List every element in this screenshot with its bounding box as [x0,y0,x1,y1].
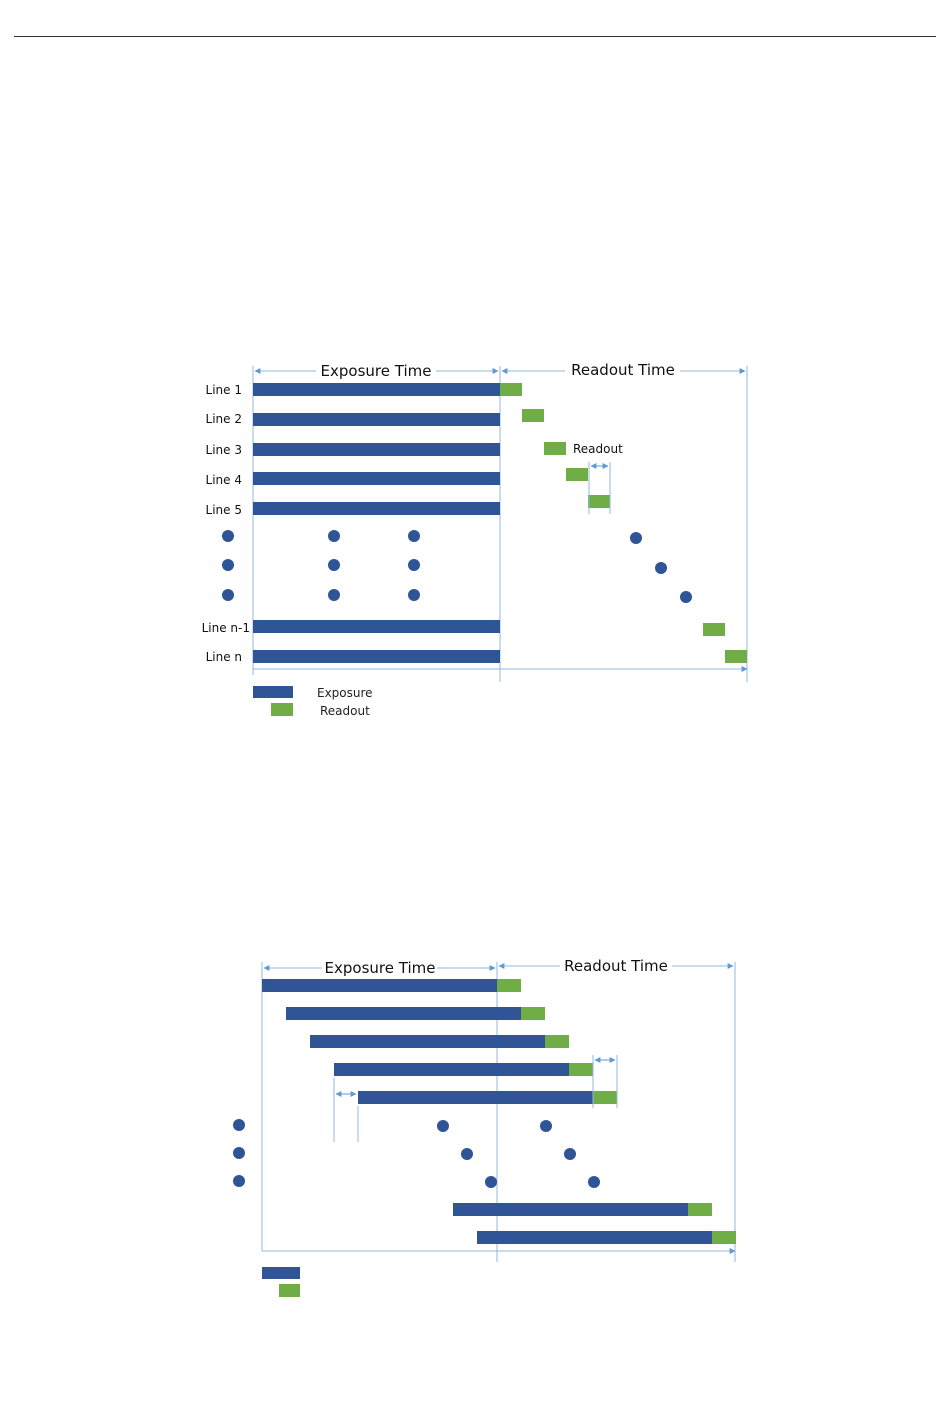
dot [408,559,420,571]
exposure-bar [253,502,500,515]
readout-time-label: Readout Time [564,957,668,975]
readout-bar [725,650,747,663]
readout-time-label: Readout Time [571,361,675,379]
exposure-time-label: Exposure Time [324,959,436,977]
readout-annotation: Readout [573,442,623,456]
dot [588,1176,600,1188]
exposure-bar [358,1091,593,1104]
exposure-bar [286,1007,521,1020]
continuation-dots [233,1119,600,1188]
line-label: Line 3 [205,443,242,457]
readout-bar [588,495,610,508]
dot [328,530,340,542]
readout-bar [500,383,522,396]
dot [630,532,642,544]
legend-readout-label: Readout [320,704,370,718]
readout-bar [703,623,725,636]
dot [233,1147,245,1159]
dot [233,1175,245,1187]
readout-bar [545,1035,569,1048]
exposure-bar [253,650,500,663]
legend-exposure-swatch [253,686,293,698]
diagram-rolling-exposure [233,957,736,1297]
legend-readout-swatch [279,1284,300,1297]
line-label: Line 4 [205,473,242,487]
exposure-bar [262,979,497,992]
dot [655,562,667,574]
readout-bar [569,1063,593,1076]
readout-bar [593,1091,617,1104]
dot [222,559,234,571]
dot [485,1176,497,1188]
exposure-bar [253,472,500,485]
dot [408,530,420,542]
exposure-bar [477,1231,712,1244]
legend-readout-swatch [271,703,293,716]
exposure-bar [453,1203,688,1216]
dot [437,1120,449,1132]
line-label: Line 5 [205,503,242,517]
readout-bar [497,979,521,992]
diagram-global-exposure [202,361,747,718]
readout-bar [566,468,588,481]
line-label: Line n [205,650,242,664]
line-label: Line n-1 [201,621,250,635]
continuation-dots [222,530,692,603]
readout-bar [544,442,566,455]
dot [233,1119,245,1131]
dot [680,591,692,603]
line-label: Line 1 [205,383,242,397]
dot [408,589,420,601]
exposure-time-label: Exposure Time [320,362,432,380]
exposure-bar [253,443,500,456]
legend-exposure-label: Exposure [317,686,373,700]
dot [328,559,340,571]
exposure-bar [334,1063,569,1076]
exposure-bar [253,413,500,426]
dot [461,1148,473,1160]
exposure-bar [310,1035,545,1048]
readout-bar [521,1007,545,1020]
dot [540,1120,552,1132]
readout-bar [522,409,544,422]
exposure-bar [253,620,500,633]
dot [564,1148,576,1160]
dot [328,589,340,601]
dot [222,530,234,542]
line-label: Line 2 [205,412,242,426]
readout-bar [712,1231,736,1244]
dot [222,589,234,601]
legend-exposure-swatch [262,1267,300,1279]
exposure-bar [253,383,500,396]
readout-bar [688,1203,712,1216]
